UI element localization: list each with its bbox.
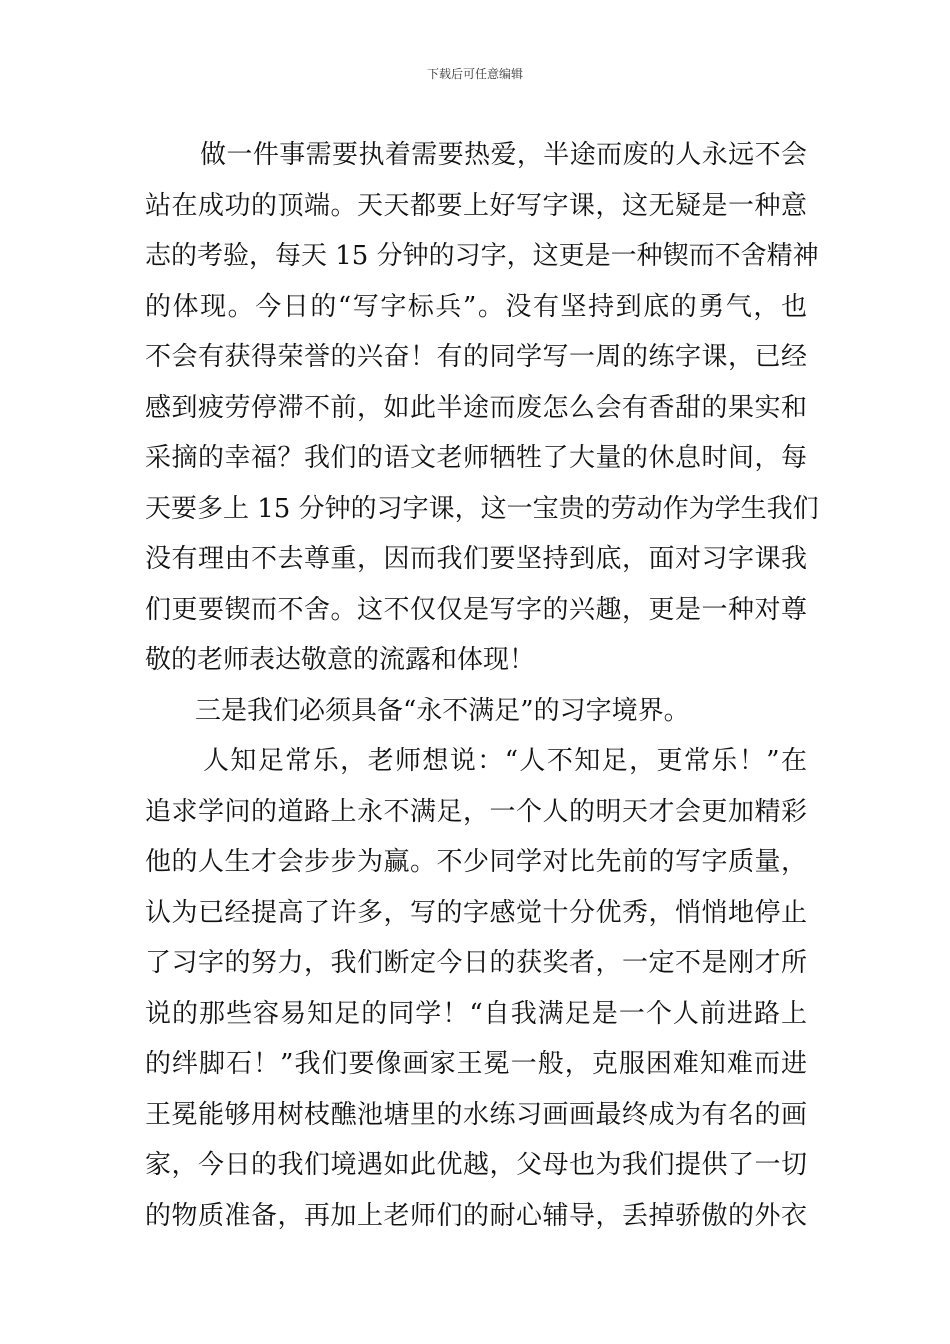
- text-line-9: 没有理由不去尊重，因而我们要坚持到底，面对习字课我: [145, 544, 807, 574]
- text-line-1: 做一件事需要执着需要热爱，半途而废的人永远不会: [200, 140, 807, 170]
- text-line-19: 的绊脚石！”我们要像画家王冕一般，克服困难知难而进: [145, 1049, 807, 1079]
- text-line-4: 的体现。今日的“写字标兵”。没有坚持到底的勇气，也: [145, 291, 807, 322]
- text-line-10: 们更要锲而不舍。这不仅仅是写字的兴趣，更是一种对尊: [145, 594, 807, 625]
- text-line-6: 感到疲劳停滞不前，如此半途而废怎么会有香甜的果实和: [145, 392, 807, 423]
- text-line-22: 的物质准备，再加上老师们的耐心辅导，丢掉骄傲的外衣: [145, 1200, 807, 1231]
- section-heading-line: 三是我们必须具备“永不满足”的习字境界。: [195, 695, 690, 726]
- text-line-8: 天要多上 15 分钟的习字课，这一宝贵的劳动作为学生我们: [145, 493, 819, 524]
- text-line-5: 不会有获得荣誉的兴奋！有的同学写一周的练字课，已经: [145, 342, 807, 372]
- text-line-16: 认为已经提高了许多，写的字感觉十分优秀，悄悄地停止: [145, 897, 807, 928]
- text-line-13: 人知足常乐，老师想说：“人不知足，更常乐！”在: [203, 746, 807, 776]
- text-line-3: 志的考验，每天 15 分钟的习字，这更是一种锲而不舍精神: [145, 241, 819, 271]
- text-line-21: 家，今日的我们境遇如此优越，父母也为我们提供了一切: [145, 1150, 807, 1180]
- text-line-18: 说的那些容易知足的同学！“自我满足是一个人前进路上: [145, 998, 807, 1029]
- text-line-11: 敬的老师表达敬意的流露和体现！: [145, 645, 536, 675]
- text-line-15: 他的人生才会步步为赢。不少同学对比先前的写字质量，: [145, 847, 807, 877]
- text-line-14: 追求学问的道路上永不满足，一个人的明天才会更加精彩: [145, 796, 807, 827]
- document-body: [145, 130, 819, 1241]
- text-line-17: 了习字的努力，我们断定今日的获奖者，一定不是刚才所: [145, 948, 807, 978]
- page-header-note: 下载后可任意编辑: [426, 67, 523, 81]
- text-line-20: 王冕能够用树枝醮池塘里的水练习画画最终成为有名的画: [145, 1099, 807, 1130]
- text-line-7: 采摘的幸福？我们的语文老师牺牲了大量的休息时间，每: [145, 443, 807, 473]
- text-line-2: 站在成功的顶端。天天都要上好写字课，这无疑是一种意: [145, 190, 807, 221]
